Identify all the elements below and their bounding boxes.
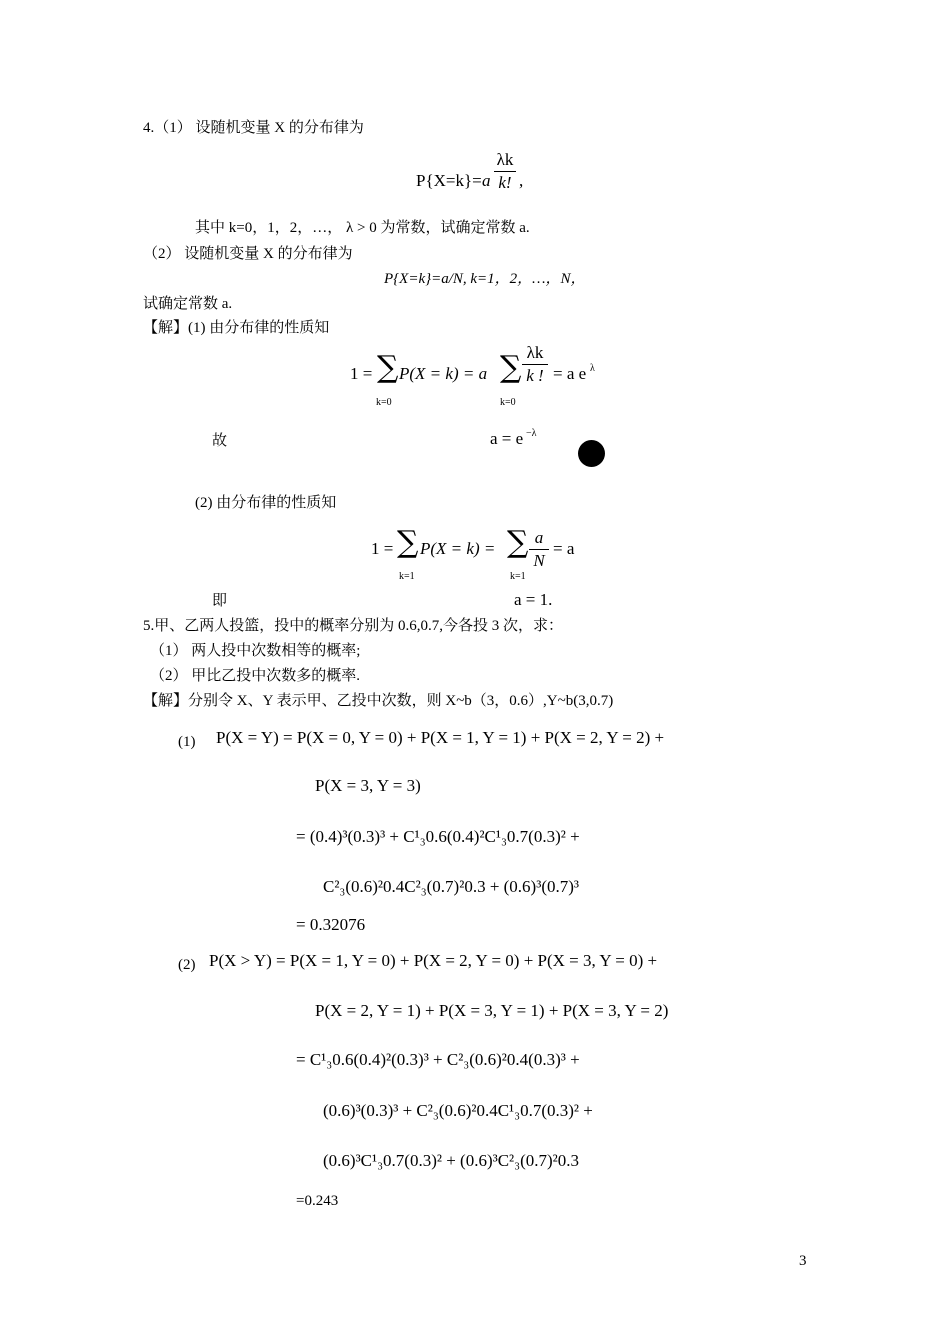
problem5-heading: 5.甲、乙两人投篮，投中的概率分别为 0.6,0.7,今各投 3 次，求： — [143, 618, 564, 634]
eq1-mid: P(X = k) = a — [399, 364, 488, 383]
formula1-fraction — [494, 150, 516, 193]
p1-line-4: C²₃(0.6)²0.4C²₃(0.7)²0.3 + (0.6)³(0.7)³ — [323, 877, 579, 896]
sum-symbol-2: ∑ — [500, 350, 522, 385]
part2-label: (2) — [178, 957, 196, 973]
eq1-numerator: λk — [526, 343, 544, 362]
eq2-denominator: N — [533, 551, 545, 570]
eq1-denominator: k ! — [526, 366, 544, 385]
sum-symbol-3: ∑ — [397, 525, 419, 560]
determine-line: 试确定常数 a. — [143, 296, 233, 312]
a-exponent: −λ — [526, 428, 537, 439]
eq1-exponent: λ — [590, 363, 595, 374]
p2-line-4: (0.6)³(0.3)³ + C²₃(0.6)²0.4C¹₃0.7(0.3)² + — [323, 1101, 593, 1120]
eq1-sub-2: k=0 — [500, 397, 516, 408]
gu-label: 故 — [212, 433, 228, 449]
formula2: P{X=k}=a/N, k=1，2，…，N， — [384, 271, 586, 287]
problem4-part2: （2） 设随机变量 X 的分布律为 — [143, 246, 353, 262]
p2-line-2: P(X = 2, Y = 1) + P(X = 3, Y = 1) + P(X = 3, Y = 2) — [315, 1001, 669, 1020]
p2-line-5: (0.6)³C¹₃0.7(0.3)² + (0.6)³C²₃(0.7)²0.3 — [323, 1151, 579, 1170]
eq1-right: = a e — [553, 364, 587, 383]
problem4-heading: 4.（1） 设随机变量 X 的分布律为 — [143, 120, 364, 136]
a-result: a = e — [490, 429, 524, 448]
problem5-question-2: （2） 甲比乙投中次数多的概率. — [150, 668, 361, 684]
part1-label: (1) — [178, 734, 196, 750]
eq2-left: 1 = — [371, 539, 394, 558]
a-equals-one: a = 1. — [514, 590, 553, 609]
p1-line-3: = (0.4)³(0.3)³ + C¹₃0.6(0.4)²C¹₃0.7(0.3)² + — [296, 827, 580, 846]
solution4-label: 【解】(1) 由分布律的性质知 — [143, 320, 330, 336]
p1-result: = 0.32076 — [296, 915, 366, 934]
eq1-sub-1: k=0 — [376, 397, 392, 408]
where-line: 其中 k=0，1，2，…， λ > 0 为常数，试确定常数 a. — [195, 220, 530, 236]
problem5-question-1: （1） 两人投中次数相等的概率; — [150, 643, 361, 659]
eq2-sub-2: k=1 — [510, 571, 526, 582]
eq2-sub-1: k=1 — [399, 571, 415, 582]
eq2-mid: P(X = k) = — [420, 539, 496, 558]
eq2-fraction — [529, 528, 549, 571]
eq1-left: 1 = — [350, 364, 373, 383]
p1-line-2: P(X = 3, Y = 3) — [315, 776, 421, 795]
formula1-denominator: k! — [498, 173, 512, 192]
formula1-a: a — [482, 171, 491, 190]
formula1-comma: , — [519, 171, 524, 190]
eq1-fraction — [522, 343, 548, 386]
solution5-label: 【解】分别令 X、Y 表示甲、乙投中次数，则 X~b（3，0.6）,Y~b(3,0.7) — [143, 693, 614, 709]
sum-symbol-4: ∑ — [507, 525, 529, 560]
black-dot-mark — [578, 440, 605, 467]
formula1-left: P{X=k}= — [416, 171, 482, 190]
sum-symbol-1: ∑ — [377, 350, 399, 385]
ji-label: 即 — [212, 593, 228, 609]
p2-result: =0.243 — [296, 1193, 339, 1209]
p2-line-1: P(X > Y) = P(X = 1, Y = 0) + P(X = 2, Y = 0) + P(X = 3, Y = 0) + — [209, 951, 658, 970]
part2-solution: (2) 由分布律的性质知 — [195, 495, 337, 511]
eq2-right: = a — [553, 539, 575, 558]
formula1-numerator: λk — [496, 150, 514, 169]
eq2-numerator: a — [534, 528, 544, 547]
p1-line-1: P(X = Y) = P(X = 0, Y = 0) + P(X = 1, Y = 1) + P(X = 2, Y = 2) + — [216, 728, 665, 747]
page-number: 3 — [799, 1253, 807, 1269]
p2-line-3: = C¹₃0.6(0.4)²(0.3)³ + C²₃(0.6)²0.4(0.3)³ + — [296, 1050, 580, 1069]
